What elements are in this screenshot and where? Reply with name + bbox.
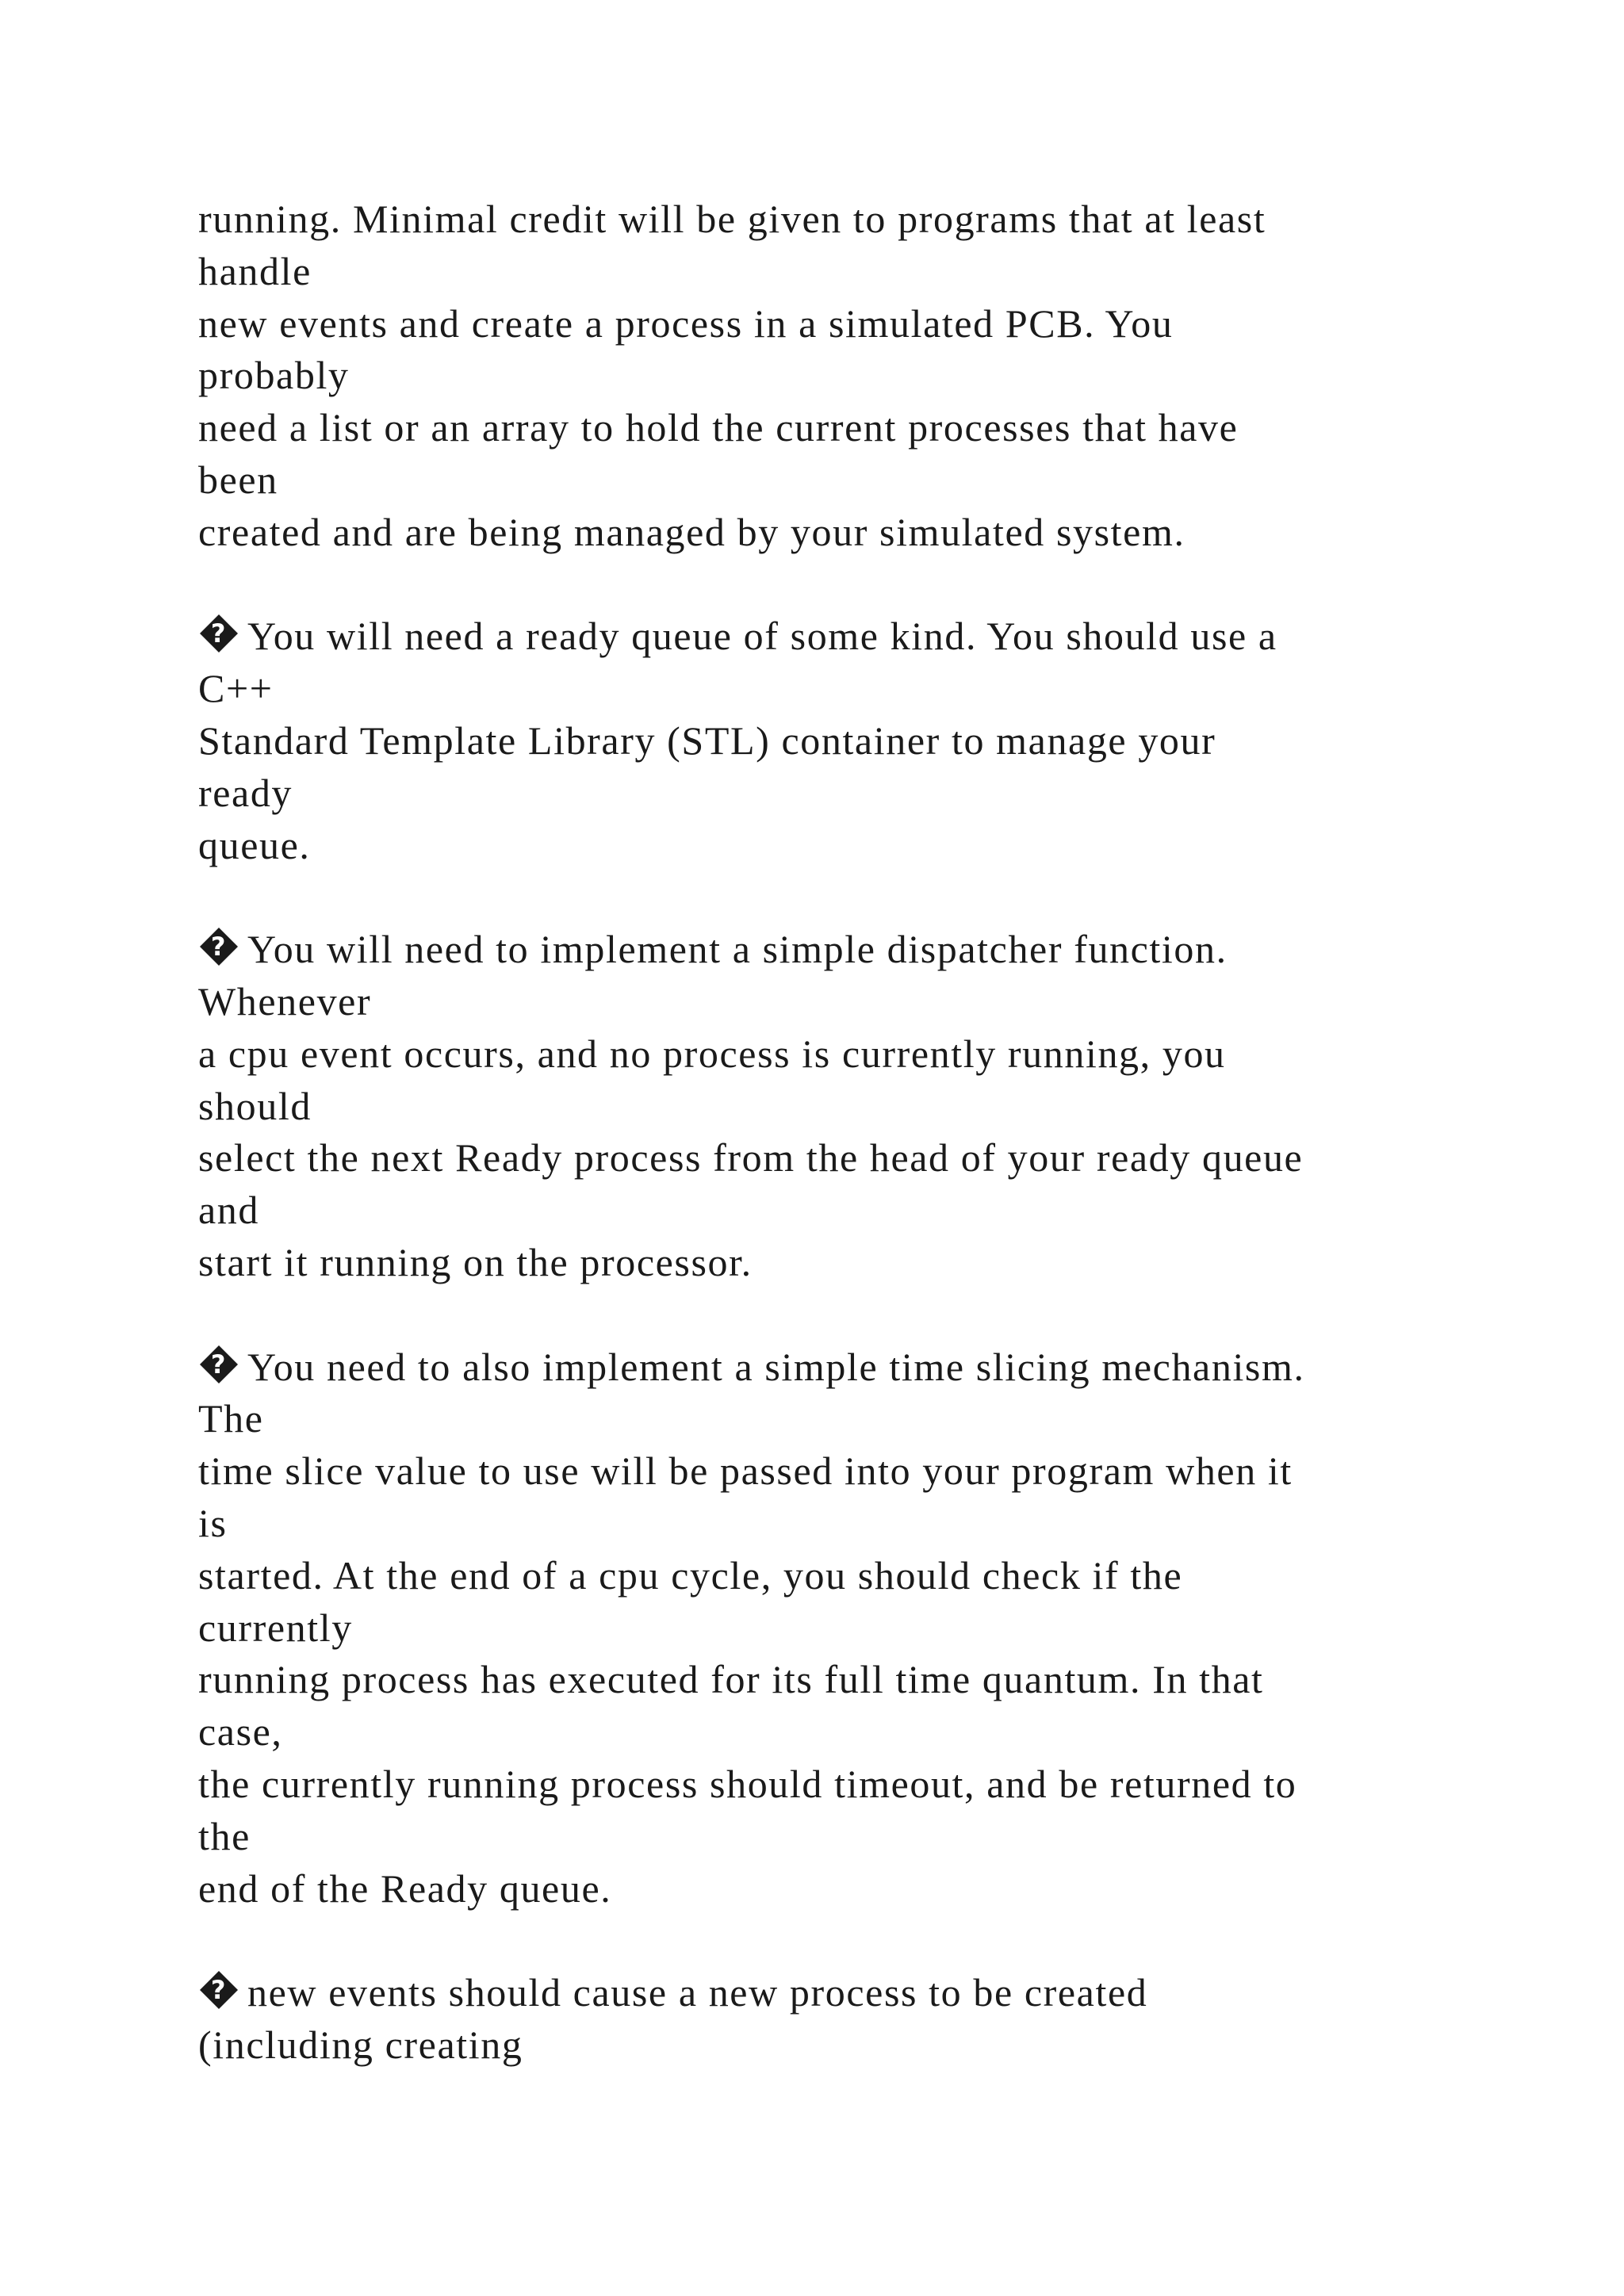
replacement-character-icon bbox=[198, 613, 239, 654]
line-text: Standard Template Library (STL) container to manage your bbox=[198, 718, 1216, 763]
text-line bbox=[198, 193, 1507, 246]
text-line bbox=[198, 1967, 1507, 2019]
text-line bbox=[198, 507, 1507, 559]
line-text: new events should cause a new process to be created bbox=[247, 1970, 1148, 2015]
text-line bbox=[198, 350, 1507, 402]
line-text: probably bbox=[198, 353, 350, 398]
line-text: (including creating bbox=[198, 2022, 523, 2067]
line-text: started. At the end of a cpu cycle, you should check if the bbox=[198, 1552, 1183, 1598]
line-text: Whenever bbox=[198, 978, 372, 1024]
line-text: currently bbox=[198, 1605, 353, 1650]
svg-text:?: ? bbox=[210, 932, 228, 962]
text-line bbox=[198, 820, 1507, 872]
line-text: the bbox=[198, 1813, 251, 1858]
text-line bbox=[198, 1393, 1507, 1445]
paragraph-gap bbox=[198, 1289, 1507, 1341]
line-text: case, bbox=[198, 1709, 283, 1755]
line-text: a cpu event occurs, and no process is currently running, you bbox=[198, 1031, 1226, 1076]
text-line bbox=[198, 924, 1507, 976]
text-line bbox=[198, 1498, 1507, 1550]
line-text: and bbox=[198, 1188, 259, 1233]
line-text: queue. bbox=[198, 822, 311, 867]
text-line bbox=[198, 1184, 1507, 1237]
text-line bbox=[198, 1758, 1507, 1811]
line-text: The bbox=[198, 1396, 264, 1441]
line-text: running process has executed for its full time quantum. In that bbox=[198, 1657, 1264, 1702]
line-text: the currently running process should timeout, and be returned to bbox=[198, 1761, 1297, 1806]
line-text: end of the Ready queue. bbox=[198, 1866, 612, 1911]
replacement-character-icon bbox=[198, 1969, 239, 2011]
svg-text:?: ? bbox=[210, 1975, 228, 2006]
line-text: handle bbox=[198, 248, 312, 293]
text-line bbox=[198, 1132, 1507, 1184]
document-body bbox=[198, 193, 1507, 2072]
line-text: created and are being managed by your simulated system. bbox=[198, 509, 1185, 554]
line-text: is bbox=[198, 1500, 228, 1545]
line-text: need a list or an array to hold the current processes that have bbox=[198, 405, 1239, 450]
text-line bbox=[198, 1341, 1507, 1394]
text-line bbox=[198, 402, 1507, 454]
text-line bbox=[198, 1602, 1507, 1655]
text-line bbox=[198, 1237, 1507, 1289]
text-line bbox=[198, 663, 1507, 715]
line-text: time slice value to use will be passed into your program when it bbox=[198, 1448, 1293, 1494]
text-line bbox=[198, 246, 1507, 298]
text-line bbox=[198, 1811, 1507, 1863]
paragraph-gap bbox=[198, 559, 1507, 611]
text-line bbox=[198, 976, 1507, 1028]
line-text: You need to also implement a simple time slicing mechanism. bbox=[247, 1344, 1305, 1389]
line-text: running. Minimal credit will be given to programs that at least bbox=[198, 197, 1266, 241]
replacement-character-icon bbox=[198, 1344, 239, 1385]
paragraph-gap bbox=[198, 1915, 1507, 1967]
text-line bbox=[198, 1863, 1507, 1915]
line-text: new events and create a process in a simulated PCB. You bbox=[198, 300, 1174, 346]
text-line bbox=[198, 1654, 1507, 1706]
text-line bbox=[198, 2019, 1507, 2072]
line-text: been bbox=[198, 457, 278, 502]
text-line bbox=[198, 1706, 1507, 1758]
svg-text:?: ? bbox=[210, 1349, 228, 1380]
replacement-character-icon bbox=[198, 926, 239, 967]
text-line bbox=[198, 1445, 1507, 1498]
text-line bbox=[198, 1550, 1507, 1602]
line-text: ready bbox=[198, 770, 293, 815]
svg-text:?: ? bbox=[210, 618, 228, 649]
text-line bbox=[198, 1081, 1507, 1133]
paragraph-gap bbox=[198, 871, 1507, 924]
text-line bbox=[198, 610, 1507, 663]
line-text: select the next Ready process from the head of your ready queue bbox=[198, 1135, 1304, 1181]
line-text: You will need a ready queue of some kind. You should use a bbox=[247, 614, 1277, 659]
line-text: should bbox=[198, 1083, 312, 1128]
line-text: You will need to implement a simple dispatcher function. bbox=[247, 927, 1228, 972]
text-line bbox=[198, 715, 1507, 767]
line-text: start it running on the processor. bbox=[198, 1239, 753, 1284]
line-text: C++ bbox=[198, 666, 274, 711]
text-line bbox=[198, 767, 1507, 820]
text-line bbox=[198, 454, 1507, 507]
text-line bbox=[198, 298, 1507, 350]
text-line bbox=[198, 1028, 1507, 1081]
